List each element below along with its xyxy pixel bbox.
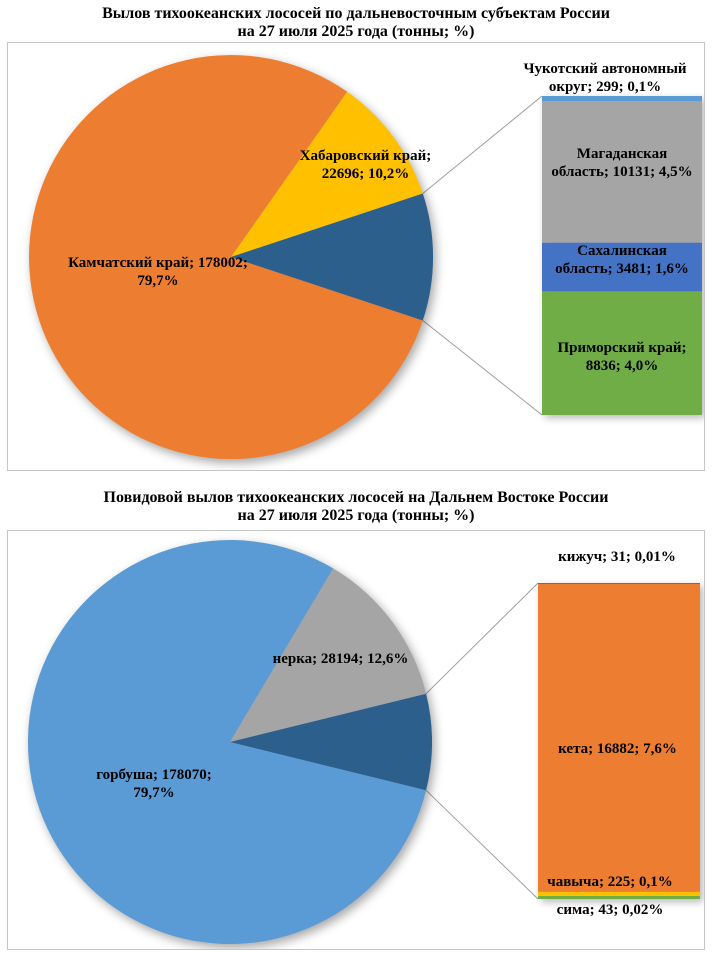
label-sakhalin: Сахалинская область; 3481; 1,6% (555, 243, 689, 278)
label-nerka: нерка; 28194; 12,6% (272, 651, 409, 667)
chart2-title-line2: на 27 июля 2025 года (тонны; %) (237, 507, 475, 525)
label-gorbusha: горбуша; 178070; 79,7% (96, 767, 212, 802)
label-sima: сима; 43; 0,02% (556, 902, 664, 918)
connector-bottom-0 (423, 321, 542, 416)
label-khabarovsk: Хабаровский край; 22696; 10,2% (299, 148, 432, 183)
label-magadan: Магаданская область; 10131; 4,5% (551, 146, 693, 181)
pie-1 (28, 540, 432, 944)
bar-segment-chukotka (542, 96, 702, 101)
label-primorye: Приморский край; 8836; 4,0% (557, 340, 687, 375)
label-kizhuch: кижуч; 31; 0,01% (558, 549, 676, 565)
label-keta: кета; 16882; 7,6% (558, 741, 677, 757)
chart1-title-line2: на 27 июля 2025 года (тонны; %) (237, 23, 475, 41)
chart2-plot-area (7, 530, 705, 950)
chart1-title (0, 5, 712, 42)
bar-segment-kizhuch (538, 583, 700, 584)
bar-segment-chavycha (538, 892, 700, 896)
chart2-title-line1: Повидовой вылов тихоокеанских лососей на Дальнем Востоке России (103, 489, 609, 506)
bar-segment-sima (538, 896, 700, 899)
chart1-plot-area (7, 42, 705, 471)
bar-segment-keta (538, 584, 700, 892)
connector-top-1 (426, 583, 538, 694)
chart1-title-line1: Вылов тихоокеанских лососей по дальневосточным субъектам России (102, 5, 610, 22)
label-kamchatka: Камчатский край; 178002; 79,7% (68, 255, 248, 290)
chart2-title (0, 489, 712, 526)
label-chavycha: чавыча; 225; 0,1% (547, 874, 673, 890)
label-chukotka: Чукотский автономный округ; 299; 0,1% (523, 61, 687, 96)
